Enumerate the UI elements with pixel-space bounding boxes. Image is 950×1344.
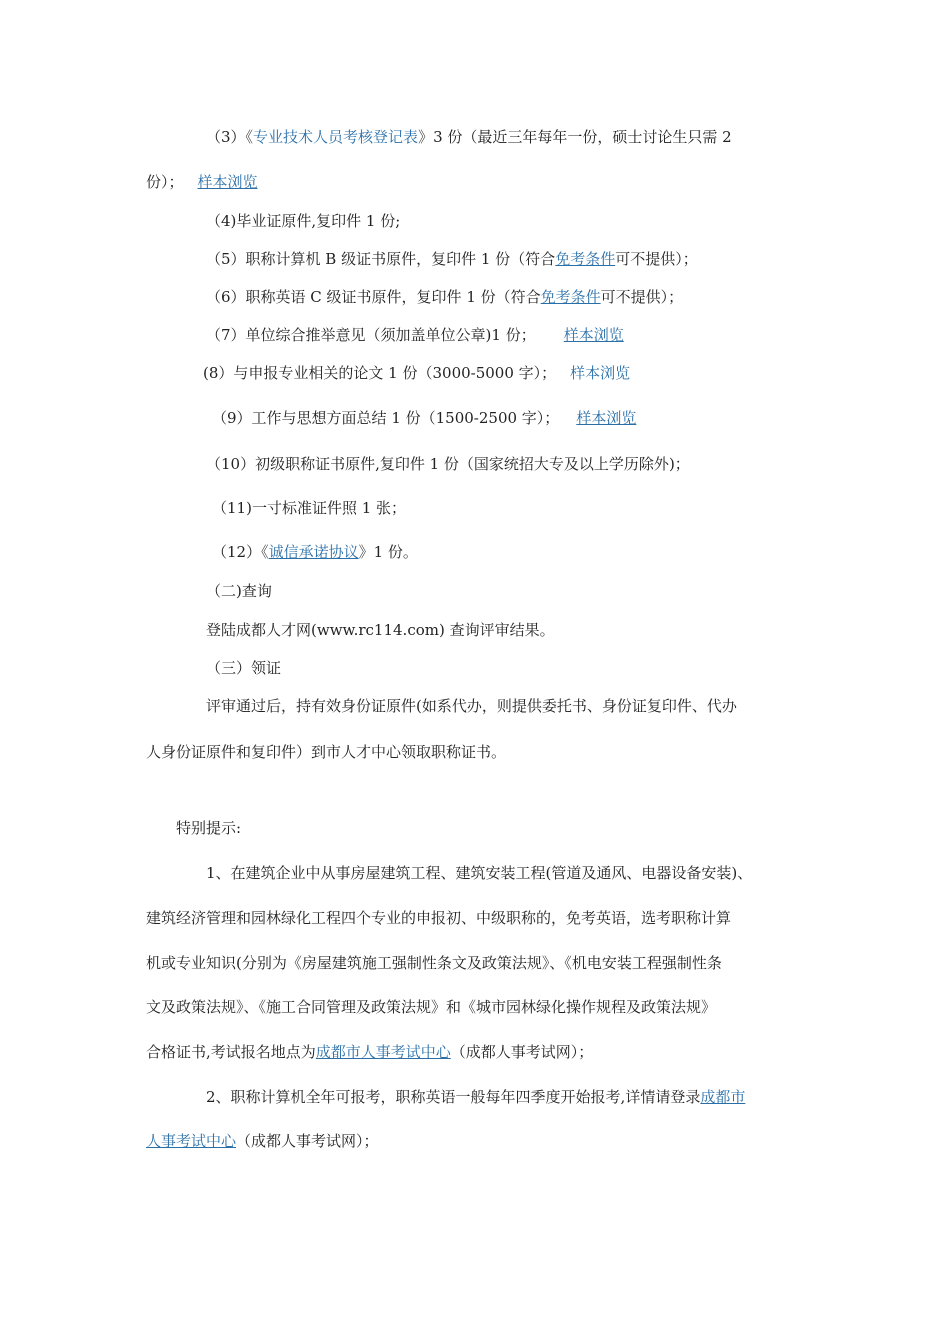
exam-center-link-2b[interactable]: 人事考试中心 [146,1132,237,1150]
section-2-body: 登陆成都人才网(www.rc114.com) 查询评审结果。 [206,621,555,639]
item-3-line-1 [206,127,732,147]
tip-1-line-4: 文及政策法规》、《施工合同管理及政策法规》和《城市园林绿化操作规程及政策法规》 [146,998,717,1016]
sample-link-item-9[interactable]: 样本浏览 [576,409,637,427]
item-3-cont: 份）； [146,173,184,191]
item-8-text: (8）与申报专业相关的论文 1 份（3000-5000 字）； [203,364,557,382]
exemption-link-item-6[interactable]: 免考条件 [540,288,601,306]
sample-link-item-7[interactable]: 样本浏览 [563,326,624,344]
item-5-suffix: 可不提供）； [615,250,698,268]
tips-heading: 特别提示: [176,819,242,837]
sample-link-item-3[interactable]: 样本浏览 [197,173,258,191]
tip-1-line-5 [146,1042,593,1062]
item-7-text: （7）单位综合推举意见（须加盖单位公章)1 份； [206,326,536,344]
assessment-form-link[interactable]: 专业技术人员考核登记表 [253,128,419,146]
item-6-suffix: 可不提供）； [600,288,684,306]
tip-2-line-2-suffix: （成都人事考试网）； [236,1132,379,1150]
tip-1-line-5-suffix: （成都人事考试网）； [450,1043,594,1061]
item-8 [203,363,630,383]
tip-1-line-3: 机或专业知识(分别为《房屋建筑施工强制性条文及政策法规》、《机电安装工程强制性条 [146,954,722,972]
item-10: （10）初级职称证书原件,复印件 1 份（国家统招大专及以上学历除外)； [206,455,690,473]
item-11: （11)一寸标准证件照 1 张； [212,499,407,517]
item-4: （4)毕业证原件,复印件 1 份; [206,212,401,230]
item-6-prefix: （6）职称英语 C 级证书原件，复印件 1 份（符合 [206,288,541,306]
tip-2-line-2 [146,1131,379,1151]
item-3-prefix: （3）《 [206,128,254,146]
tip-1-line-2: 建筑经济管理和园林绿化工程四个专业的申报初、中级职称的，免考英语，选考职称计算 [146,909,732,927]
item-12-prefix: （12）《 [212,543,269,561]
integrity-agreement-link[interactable]: 诚信承诺协议 [268,543,359,561]
tip-2-line-1-prefix: 2、职称计算机全年可报考，职称英语一般每年四季度开始报考,详情请登录 [206,1088,701,1106]
item-3-rest: 》3 份（最近三年每年一份，硕士讨论生只需 2 [418,128,732,146]
section-3-heading: （三）领证 [206,659,282,677]
item-3-line-2 [146,172,258,192]
sample-link-item-8[interactable]: 样本浏览 [570,364,631,382]
item-5-prefix: （5）职称计算机 B 级证书原件，复印件 1 份（符合 [206,250,556,268]
section-2-heading: （二)查询 [206,582,272,600]
tip-2-line-1 [206,1087,745,1107]
section-3-body-line-1: 评审通过后，持有效身份证原件(如系代办，则提供委托书、身份证复印件、代办 [206,697,737,715]
item-5 [206,249,698,269]
exam-center-link-1[interactable]: 成都市人事考试中心 [315,1043,451,1061]
section-3-body-line-2: 人身份证原件和复印件）到市人才中心领取职称证书。 [146,743,507,761]
tip-1-line-5-prefix: 合格证书,考试报名地点为 [146,1043,316,1061]
item-12-suffix: 》1 份。 [358,543,418,561]
item-6 [206,287,683,307]
tip-1-line-1: 1、在建筑企业中从事房屋建筑工程、建筑安装工程(管道及通风、电器设备安装)、 [206,864,753,882]
item-12 [212,542,418,562]
item-7 [206,325,624,345]
exemption-link-item-5[interactable]: 免考条件 [555,250,616,268]
exam-center-link-2a[interactable]: 成都市 [700,1088,746,1106]
item-9 [212,408,636,428]
item-9-text: （9）工作与思想方面总结 1 份（1500-2500 字）； [212,409,560,427]
